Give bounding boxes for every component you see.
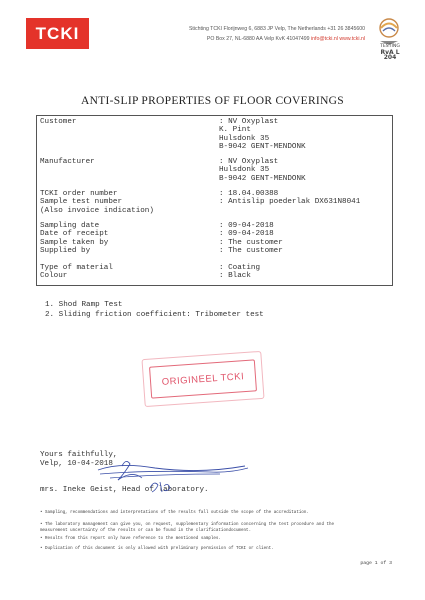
field-label: Customer: [40, 118, 77, 126]
field-value: : 09-04-2018: [219, 230, 274, 239]
field-label: Type of material: [40, 264, 113, 272]
field-value: : NV Oxyplast: [219, 158, 279, 166]
test-list: [45, 300, 264, 320]
test-item: 1. Shod Ramp Test: [45, 301, 123, 309]
field-value: K. Pint: [219, 126, 251, 135]
field-value: B-9042 GENT-MENDONK: [219, 174, 306, 183]
tcki-logo: TCKI: [26, 18, 89, 49]
address-line-1: Stichting TCKI Florijnweg 6, 6883 JP Velp, The Netherlands +31 26 3845600: [188, 26, 365, 32]
field-value: Hulsdonk 35: [219, 134, 270, 143]
signatory-name: mrs. Ineke Geist, Head of laboratory.: [40, 486, 209, 495]
field-label: TCKI order number: [40, 190, 118, 198]
document-title: ANTI-SLIP PROPERTIES OF FLOOR COVERINGS: [81, 95, 344, 107]
field-value: Hulsdonk 35: [219, 166, 270, 175]
footnote: • Sampling, recommendations and interpretations of the results fall outside the scope of the accreditation.: [40, 511, 309, 515]
field-label: Date of receipt: [40, 230, 109, 239]
field-label: Manufacturer: [40, 158, 95, 166]
field-value: : 09-04-2018: [219, 222, 274, 230]
field-label: Sample test number: [40, 198, 123, 207]
place-date: Velp, 10-04-2018: [40, 460, 113, 469]
rva-accreditation-label: TESTING RvA L 204: [380, 44, 400, 61]
field-label: Colour: [40, 272, 68, 281]
address-block: [130, 24, 365, 44]
footnote: measurement uncertainty of the results or can be found in the clarificationdocument.: [40, 529, 252, 533]
contact-links: info@tcki.nl www.tcki.nl: [311, 36, 365, 42]
test-item: 2. Sliding friction coefficient: Tribometer test: [45, 311, 264, 319]
field-value: : Black: [219, 272, 251, 281]
field-value: : The customer: [219, 247, 283, 256]
field-value: : NV Oxyplast: [219, 118, 279, 126]
field-value: : The customer: [219, 238, 283, 247]
handwritten-signature: [60, 452, 255, 498]
page-number: page 1 of 3: [360, 561, 392, 566]
field-value: : 18.04.00388: [219, 190, 279, 198]
field-value: B-9042 GENT-MENDONK: [219, 143, 306, 152]
closing-text: Yours faithfully,: [40, 451, 118, 459]
field-label: Sampling date: [40, 222, 100, 230]
field-value: : Antislip poederlak DX631N8041: [219, 198, 361, 207]
field-label: Sample taken by: [40, 238, 109, 247]
address-line-2: PO Box 27, NL-6880 AA Velp KvK 41047499 info@tcki.nl www.tcki.nl: [206, 36, 365, 42]
field-label: (Also invoice indication): [40, 206, 154, 215]
footnotes: [40, 508, 334, 554]
footnote: • The laboratory management can give you, on request, supplementary information concerning the test procedure and the: [40, 523, 335, 527]
original-stamp: ORIGINEEL TCKI: [149, 359, 257, 398]
footnote: • Duplication of this document is only allowed with preliminary permission of TCKI or client.: [40, 547, 274, 551]
field-value: : Coating: [219, 264, 261, 272]
field-label: Supplied by: [40, 247, 91, 256]
footnote: • Results from this report only have reference to the mentioned samples.: [40, 537, 221, 541]
